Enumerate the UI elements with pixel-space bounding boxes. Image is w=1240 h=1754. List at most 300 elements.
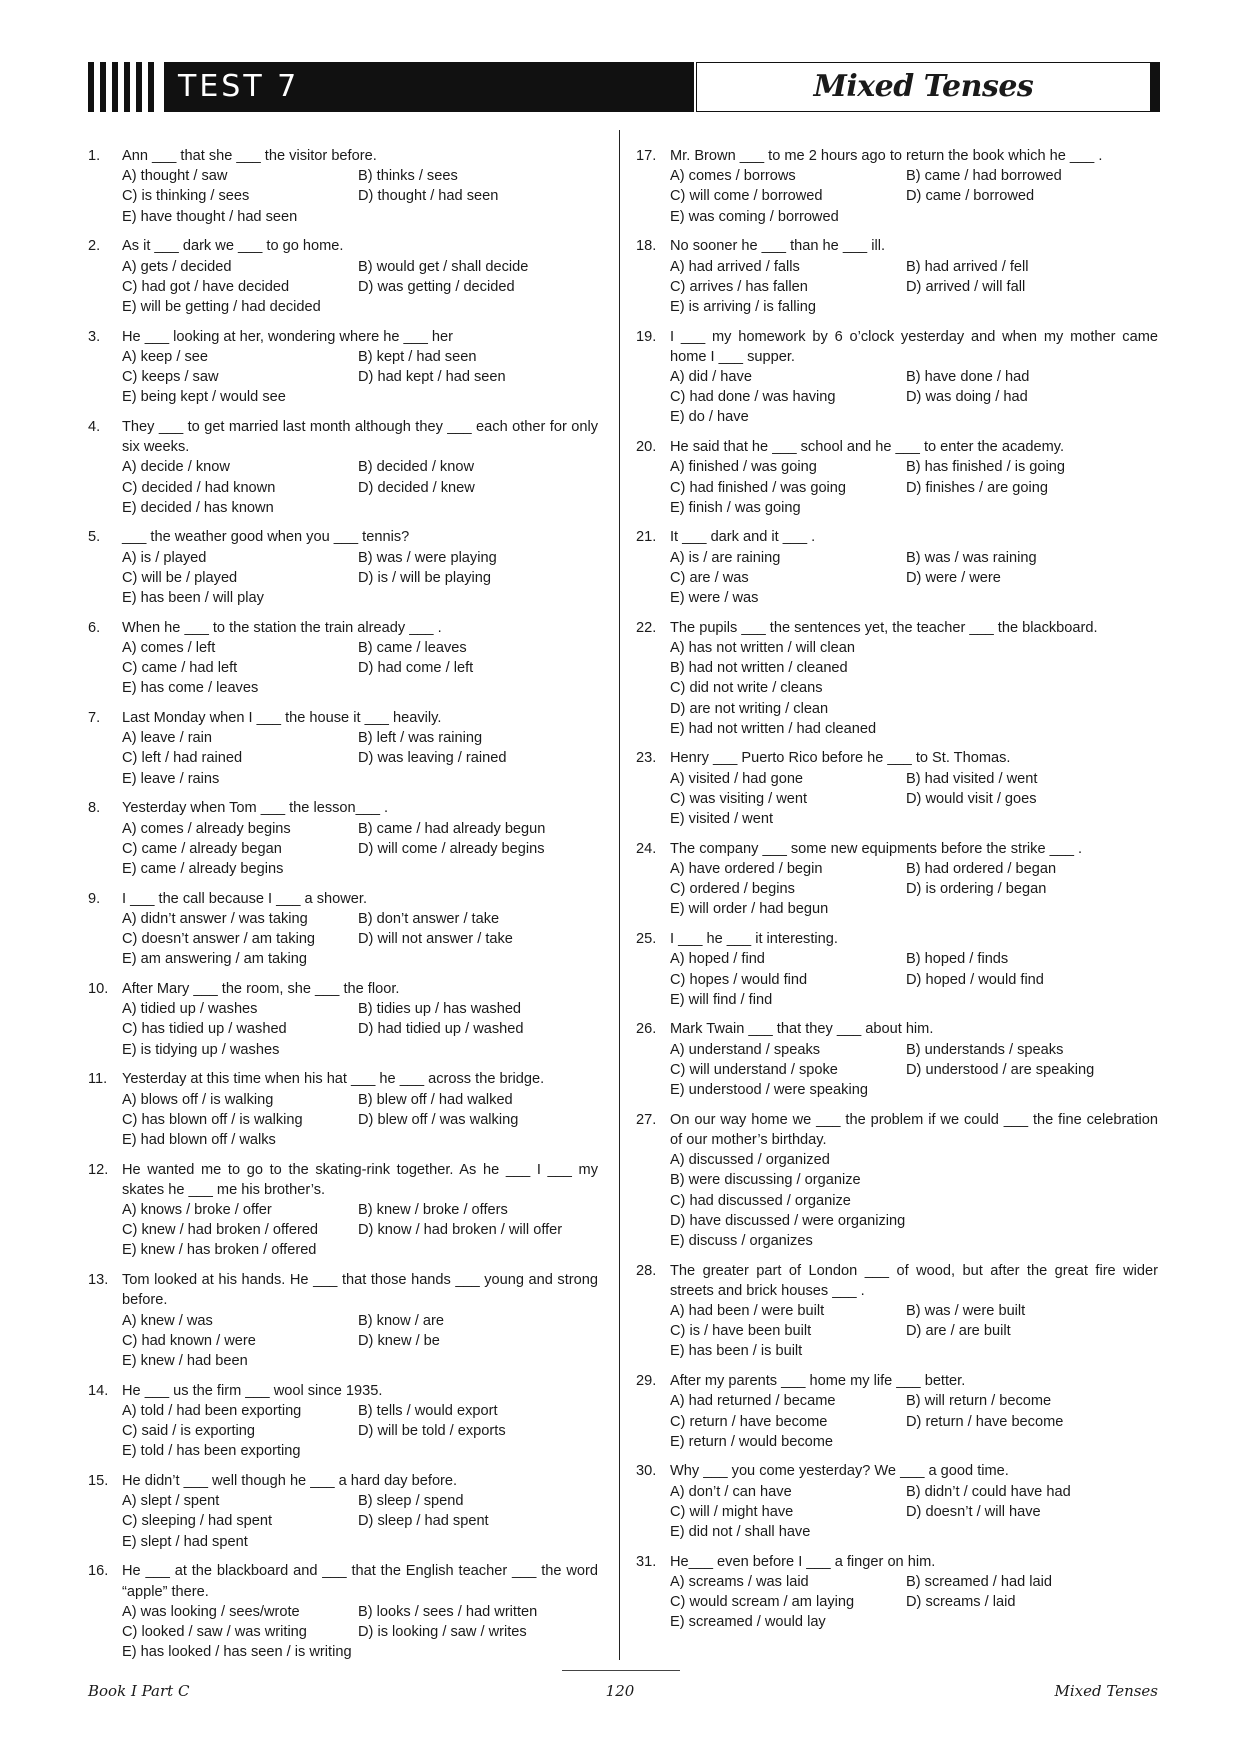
answer-option[interactable]: E) am answering / am taking (122, 951, 307, 968)
question-number: 2. (88, 238, 101, 255)
question-item (636, 1552, 1158, 1633)
question-item (636, 146, 1158, 227)
answer-option[interactable]: C) will come / borrowed (670, 188, 823, 205)
question-number: 11. (88, 1071, 108, 1088)
answer-option[interactable]: A) leave / rain (122, 730, 213, 747)
answer-options (670, 166, 1158, 227)
question-body (122, 236, 598, 317)
answer-option[interactable]: A) comes / already begins (122, 820, 291, 837)
answer-options (122, 1491, 598, 1552)
question-body (670, 437, 1158, 518)
answer-option[interactable]: C) are / was (670, 569, 749, 586)
answer-option[interactable]: E) will be getting / had decided (122, 298, 321, 315)
question-stem: ___ the weather good when you ___ tennis? (122, 529, 410, 546)
question-number: 21. (636, 529, 657, 546)
answer-option[interactable]: E) leave / rains (122, 770, 220, 787)
answer-option[interactable]: C) keeps / saw (122, 369, 219, 386)
answer-option[interactable]: B) were discussing / organize (670, 1172, 861, 1189)
question-item (88, 236, 598, 317)
question-body (122, 1270, 598, 1371)
question-number: 10. (88, 981, 109, 998)
answer-option[interactable]: A) discussed / organized (670, 1152, 830, 1169)
answer-option[interactable]: A) keep / see (122, 348, 208, 365)
answer-option[interactable]: D) sleep / had spent (358, 1513, 489, 1530)
answer-option[interactable]: C) knew / had broken / offered (122, 1222, 319, 1239)
answer-option[interactable]: A) screams / was laid (670, 1574, 809, 1590)
answer-option[interactable]: E) did not / shall have (670, 1524, 811, 1541)
question-stem: I ___ my homework by 6 o’clock yesterday and when my mother came home I ___ supper. (670, 328, 1158, 365)
question-stem: It ___ dark and it ___ . (670, 529, 816, 546)
question-stem: When he ___ to the station the train already ___ . (122, 619, 442, 636)
question-number: 17. (636, 148, 657, 164)
question-number: 24. (636, 840, 657, 857)
answer-options (670, 457, 1158, 518)
answer-option[interactable]: E) was coming / borrowed (670, 208, 839, 225)
answer-options (670, 769, 1158, 830)
answer-option[interactable]: C) will understand / spoke (670, 1061, 838, 1078)
answer-option[interactable]: A) had returned / became (670, 1393, 836, 1410)
answer-option[interactable]: D) have discussed / were organizing (670, 1212, 906, 1229)
answer-option[interactable]: B) would get / shall decide (358, 258, 529, 275)
answer-option[interactable]: B) blew off / had walked (358, 1091, 513, 1108)
decorative-bar (88, 62, 94, 112)
answer-option[interactable]: D) was leaving / rained (358, 750, 507, 767)
question-stem: No sooner he ___ than he ___ ill. (670, 238, 886, 255)
answer-option[interactable]: D) return / have become (906, 1413, 1064, 1430)
answer-option[interactable]: A) was looking / sees/wrote (122, 1603, 300, 1620)
question-item (636, 236, 1158, 317)
answer-option[interactable]: B) hoped / finds (906, 951, 1009, 968)
answer-option[interactable]: B) tells / would export (358, 1402, 498, 1419)
question-item (88, 1381, 598, 1462)
answer-option[interactable]: D) is looking / saw / writes (358, 1623, 527, 1640)
answer-option[interactable]: E) were / was (670, 590, 759, 607)
answer-options (670, 257, 1158, 318)
answer-option[interactable]: E) came / already begins (122, 861, 284, 877)
question-stem: He ___ looking at her, wondering where he ___ her (122, 328, 454, 345)
answer-option[interactable]: B) have done / had (906, 369, 1030, 386)
answer-option[interactable]: B) came / leaves (358, 639, 467, 656)
answer-options (670, 367, 1158, 428)
answer-option[interactable]: A) comes / left (122, 639, 216, 656)
answer-option[interactable]: D) hoped / would find (906, 971, 1044, 988)
answer-option[interactable]: E) knew / had been (122, 1352, 248, 1369)
answer-option[interactable]: E) has come / leaves (122, 680, 259, 697)
answer-option[interactable]: D) arrived / will fall (906, 278, 1026, 295)
question-body (122, 1561, 598, 1662)
question-stem: After Mary ___ the room, she ___ the floor. (122, 981, 400, 998)
answer-option[interactable]: A) slept / spent (122, 1493, 220, 1510)
answer-option[interactable]: B) understands / speaks (906, 1041, 1064, 1058)
answer-option[interactable]: D) will not answer / take (358, 931, 513, 948)
answer-option[interactable]: B) looks / sees / had written (358, 1603, 538, 1620)
answer-option[interactable]: D) were / were (906, 569, 1001, 586)
answer-option[interactable]: D) understood / are speaking (906, 1061, 1095, 1078)
question-body (122, 1471, 598, 1552)
answer-option[interactable]: E) will order / had begun (670, 901, 829, 918)
answer-option[interactable]: C) hopes / would find (670, 971, 808, 988)
question-number: 6. (88, 619, 101, 636)
answer-option[interactable]: B) kept / had seen (358, 348, 477, 365)
question-number: 3. (88, 328, 101, 345)
decorative-bar (136, 62, 142, 112)
question-item (636, 1261, 1158, 1362)
answer-option[interactable]: C) is thinking / sees (122, 188, 250, 205)
answer-option[interactable]: A) is / played (122, 549, 207, 566)
question-stem: The company ___ some new equipments before the strike ___ . (670, 840, 1083, 857)
answer-option[interactable]: C) would scream / am laying (670, 1594, 855, 1611)
answer-option[interactable]: B) had arrived / fell (906, 258, 1029, 275)
question-stem: They ___ to get married last month although they ___ each other for only six weeks. (122, 418, 598, 456)
question-stem: I ___ the call because I ___ a shower. (122, 890, 368, 907)
answer-options (122, 1090, 598, 1151)
question-number: 31. (636, 1553, 657, 1570)
answer-option[interactable]: D) would visit / goes (906, 790, 1037, 807)
answer-option[interactable]: C) looked / saw / was writing (122, 1623, 307, 1640)
answer-option[interactable]: D) will come / already begins (358, 840, 545, 857)
question-stem: Mark Twain ___ that they ___ about him. (670, 1021, 934, 1038)
answer-option[interactable]: C) had got / have decided (122, 278, 290, 295)
answer-option[interactable]: A) told / had been exporting (122, 1402, 302, 1419)
question-stem: Why ___ you come yesterday? We ___ a good time. (670, 1463, 1009, 1480)
question-item (88, 1270, 598, 1371)
answer-option[interactable]: E) visited / went (670, 811, 774, 828)
answer-option[interactable]: E) do / have (670, 409, 749, 426)
question-body (122, 1160, 598, 1261)
answer-option[interactable]: B) sleep / spend (358, 1493, 464, 1510)
question-item (636, 748, 1158, 829)
answer-option[interactable]: E) is arriving / is falling (670, 298, 816, 315)
test-label: TEST 7 (164, 62, 694, 112)
answer-option[interactable]: B) had ordered / began (906, 861, 1057, 877)
answer-option[interactable]: E) is tidying up / washes (122, 1041, 280, 1058)
question-body (670, 146, 1158, 227)
question-item (88, 979, 598, 1060)
answer-option[interactable]: C) said / is exporting (122, 1423, 256, 1440)
answer-option[interactable]: C) ordered / begins (670, 881, 795, 898)
question-item (88, 708, 598, 789)
answer-option[interactable]: C) has blown off / is walking (122, 1111, 303, 1128)
answer-option[interactable]: D) knew / be (358, 1332, 440, 1349)
answer-option[interactable]: D) thought / had seen (358, 188, 499, 205)
answer-option[interactable]: E) has been / will play (122, 590, 264, 607)
answer-options (670, 949, 1158, 1010)
question-body (670, 618, 1158, 739)
question-number: 5. (88, 529, 101, 546)
question-number: 9. (88, 890, 101, 907)
answer-option[interactable]: A) did / have (670, 369, 752, 386)
question-item (636, 1019, 1158, 1100)
answer-option[interactable]: E) has looked / has seen / is writing (122, 1644, 352, 1661)
question-item (636, 1110, 1158, 1251)
answer-option[interactable]: D) are / are built (906, 1323, 1011, 1340)
answer-option[interactable]: D) will be told / exports (358, 1423, 506, 1440)
answer-options (122, 347, 598, 408)
question-body (122, 798, 598, 879)
question-body (670, 327, 1158, 428)
answer-option[interactable]: A) had been / were built (670, 1303, 825, 1320)
question-item (88, 618, 598, 699)
answer-option[interactable]: A) visited / had gone (670, 770, 804, 787)
question-body (670, 839, 1158, 920)
answer-options (670, 1040, 1158, 1101)
answer-option[interactable]: A) knows / broke / offer (122, 1202, 272, 1219)
answer-option[interactable]: C) had done / was having (670, 389, 836, 406)
answer-option[interactable]: C) sleeping / had spent (122, 1513, 273, 1530)
answer-option[interactable]: A) tidied up / washes (122, 1001, 258, 1018)
answer-option[interactable]: C) decided / had known (122, 479, 276, 496)
answer-option[interactable]: C) will / might have (670, 1503, 794, 1520)
answer-option[interactable]: B) has finished / is going (906, 459, 1065, 476)
answer-options (122, 166, 598, 227)
answer-option[interactable]: D) decided / knew (358, 479, 475, 496)
answer-option[interactable]: E) had not written / had cleaned (670, 720, 877, 737)
answer-option[interactable]: B) tidies up / has washed (358, 1001, 522, 1018)
answer-option[interactable]: E) has been / is built (670, 1343, 803, 1360)
question-body (122, 327, 598, 408)
answer-option[interactable]: E) told / has been exporting (122, 1443, 301, 1460)
answer-option[interactable]: D) are not writing / clean (670, 700, 829, 717)
question-item (636, 618, 1158, 739)
answer-options (122, 999, 598, 1060)
question-item (88, 1471, 598, 1552)
answer-option[interactable]: C) has tidied up / washed (122, 1021, 287, 1038)
answer-option[interactable]: A) decide / know (122, 459, 230, 476)
question-stem: Last Monday when I ___ the house it ___ heavily. (122, 710, 442, 727)
answer-option[interactable]: E) discuss / organizes (670, 1232, 813, 1249)
question-body (670, 1461, 1158, 1542)
answer-option[interactable]: B) left / was raining (358, 730, 483, 747)
question-number: 20. (636, 439, 657, 456)
answer-option[interactable]: C) had discussed / organize (670, 1192, 851, 1209)
decorative-bar (100, 62, 106, 112)
question-number: 28. (636, 1262, 657, 1279)
answer-option[interactable]: C) return / have become (670, 1413, 828, 1430)
question-item (636, 1461, 1158, 1542)
answer-option[interactable]: B) knew / broke / offers (358, 1202, 508, 1219)
question-number: 18. (636, 238, 657, 255)
answer-option[interactable]: B) will return / become (906, 1393, 1052, 1410)
answer-options (670, 1150, 1158, 1251)
answer-option[interactable]: C) came / already began (122, 840, 282, 857)
column-divider (619, 130, 620, 1660)
answer-option[interactable]: A) is / are raining (670, 549, 781, 566)
question-body (670, 1261, 1158, 1362)
question-number: 12. (88, 1161, 109, 1178)
answer-option[interactable]: B) didn’t / could have had (906, 1483, 1071, 1500)
answer-option[interactable]: D) came / borrowed (906, 188, 1035, 205)
question-item (88, 1561, 598, 1662)
question-stem: He ___ us the firm ___ wool since 1935. (122, 1382, 383, 1399)
answer-option[interactable]: E) decided / has known (122, 499, 274, 516)
answer-options (670, 1572, 1158, 1633)
answer-option[interactable]: D) doesn’t / will have (906, 1503, 1041, 1520)
question-number: 30. (636, 1463, 657, 1480)
answer-option[interactable]: E) have thought / had seen (122, 208, 298, 225)
question-number: 15. (88, 1472, 109, 1489)
answer-option[interactable]: B) decided / know (358, 459, 475, 476)
question-number: 25. (636, 931, 657, 948)
answer-option[interactable]: A) thought / saw (122, 168, 228, 185)
answer-options (122, 819, 598, 880)
question-item (636, 929, 1158, 1010)
answer-option[interactable]: B) came / had borrowed (906, 168, 1062, 185)
question-body (670, 748, 1158, 829)
question-stem: The greater part of London ___ of wood, but after the great fire wider streets and brick houses ___ . (670, 1262, 1158, 1299)
question-body (670, 1371, 1158, 1452)
answer-option[interactable]: A) knew / was (122, 1312, 213, 1329)
question-number: 27. (636, 1111, 657, 1128)
topic-title: Mixed Tenses (696, 62, 1160, 112)
question-stem: I ___ he ___ it interesting. (670, 931, 838, 948)
answer-option[interactable]: B) was / were playing (358, 549, 497, 566)
question-stem: He wanted me to go to the skating-rink together. As he ___ I ___ my skates he ___ me his brother’s. (122, 1161, 598, 1198)
answer-option[interactable]: D) screams / laid (906, 1594, 1016, 1611)
answer-option[interactable]: A) gets / decided (122, 258, 232, 275)
answer-option[interactable]: C) had finished / was going (670, 479, 847, 496)
answer-option[interactable]: D) know / had broken / will offer (358, 1222, 563, 1239)
answer-option[interactable]: E) knew / has broken / offered (122, 1242, 317, 1259)
question-body (122, 618, 598, 699)
answer-option[interactable]: E) understood / were speaking (670, 1082, 868, 1099)
question-body (122, 889, 598, 970)
question-stem: Yesterday when Tom ___ the lesson___ . (122, 800, 389, 817)
answer-option[interactable]: B) came / had already begun (358, 820, 546, 837)
answer-option[interactable]: D) is / will be playing (358, 569, 492, 586)
question-item (88, 527, 598, 608)
answer-option[interactable]: A) hoped / find (670, 951, 765, 968)
answer-option[interactable]: D) had come / left (358, 660, 474, 677)
question-body (122, 146, 598, 227)
answer-option[interactable]: C) had known / were (122, 1332, 256, 1349)
question-body (122, 1069, 598, 1150)
answer-options (122, 638, 598, 699)
answer-option[interactable]: C) left / had rained (122, 750, 243, 767)
question-stem: On our way home we ___ the problem if we could ___ the fine celebration of our mother’s birthday. (670, 1111, 1158, 1148)
answer-option[interactable]: D) blew off / was walking (358, 1111, 519, 1128)
question-number: 1. (88, 148, 101, 164)
question-body (670, 1019, 1158, 1100)
answer-option[interactable]: E) had blown off / walks (122, 1131, 276, 1148)
question-stem: The pupils ___ the sentences yet, the teacher ___ the blackboard. (670, 619, 1098, 636)
question-number: 19. (636, 328, 657, 345)
question-stem: He didn’t ___ well though he ___ a hard day before. (122, 1472, 458, 1489)
answer-option[interactable]: A) had arrived / falls (670, 258, 800, 275)
answer-option[interactable]: C) will be / played (122, 569, 238, 586)
answer-option[interactable]: D) is ordering / began (906, 881, 1047, 898)
answer-option[interactable]: E) being kept / would see (122, 389, 286, 406)
answer-option[interactable]: B) screamed / had laid (906, 1574, 1053, 1590)
question-number: 23. (636, 750, 657, 767)
answer-option[interactable]: D) finishes / are going (906, 479, 1048, 496)
question-item (636, 527, 1158, 608)
answer-option[interactable]: E) screamed / would lay (670, 1614, 826, 1631)
answer-option[interactable]: C) arrives / has fallen (670, 278, 808, 295)
answer-option[interactable]: A) blows off / is walking (122, 1091, 274, 1108)
answer-option[interactable]: D) was doing / had (906, 389, 1028, 406)
question-stem: He___ even before I ___ a finger on him. (670, 1553, 936, 1570)
right-column (636, 146, 1158, 1642)
answer-option[interactable]: D) had kept / had seen (358, 369, 506, 386)
question-stem: Henry ___ Puerto Rico before he ___ to St. Thomas. (670, 750, 1011, 767)
answer-option[interactable]: E) return / would become (670, 1433, 834, 1450)
question-number: 16. (88, 1563, 109, 1580)
question-stem: Mr. Brown ___ to me 2 hours ago to return the book which he ___ . (670, 148, 1103, 164)
question-stem: He ___ at the blackboard and ___ that the English teacher ___ the word “apple” there. (122, 1563, 598, 1600)
answer-option[interactable]: C) came / had left (122, 660, 238, 677)
question-body (670, 236, 1158, 317)
answer-option[interactable]: D) had tidied up / washed (358, 1021, 524, 1038)
question-number: 7. (88, 710, 101, 727)
answer-option[interactable]: D) was getting / decided (358, 278, 515, 295)
answer-option[interactable]: A) don’t / can have (670, 1483, 792, 1500)
question-stem: As it ___ dark we ___ to go home. (122, 238, 344, 255)
question-stem: After my parents ___ home my life ___ better. (670, 1373, 966, 1390)
question-body (122, 417, 598, 518)
question-number: 29. (636, 1373, 657, 1390)
decorative-bar (148, 62, 154, 112)
question-item (88, 327, 598, 408)
answer-option[interactable]: A) comes / borrows (670, 168, 796, 185)
question-body (122, 1381, 598, 1462)
answer-option[interactable]: C) was visiting / went (670, 790, 808, 807)
answer-option[interactable]: B) had visited / went (906, 770, 1038, 787)
answer-option[interactable]: B) thinks / sees (358, 168, 458, 185)
answer-option[interactable]: C) is / have been built (670, 1323, 812, 1340)
decorative-bar (112, 62, 118, 112)
answer-option[interactable]: C) did not write / cleans (670, 680, 823, 697)
question-number: 14. (88, 1382, 109, 1399)
question-stem: He said that he ___ school and he ___ to enter the academy. (670, 439, 1065, 456)
question-body (122, 708, 598, 789)
left-column (88, 146, 598, 1672)
answer-options (670, 859, 1158, 920)
answer-option[interactable]: A) has not written / will clean (670, 639, 855, 656)
answer-options (122, 548, 598, 609)
answer-option[interactable]: E) finish / was going (670, 499, 801, 516)
question-number: 22. (636, 619, 657, 636)
answer-options (670, 638, 1158, 739)
question-item (88, 889, 598, 970)
question-item (636, 1371, 1158, 1452)
question-item (636, 437, 1158, 518)
answer-option[interactable]: B) was / were built (906, 1303, 1026, 1320)
answer-options (670, 1391, 1158, 1452)
question-item (636, 327, 1158, 428)
answer-option[interactable]: B) was / was raining (906, 549, 1037, 566)
question-item (88, 798, 598, 879)
answer-option[interactable]: A) understand / speaks (670, 1041, 821, 1058)
answer-option[interactable]: E) will find / find (670, 991, 773, 1008)
question-number: 8. (88, 800, 101, 817)
answer-option[interactable]: A) finished / was going (670, 459, 817, 476)
answer-option[interactable]: B) know / are (358, 1312, 444, 1329)
answer-option[interactable]: A) didn’t answer / was taking (122, 910, 308, 927)
question-stem: Yesterday at this time when his hat ___ he ___ across the bridge. (122, 1071, 545, 1088)
decorative-bar (124, 62, 130, 112)
answer-option[interactable]: E) slept / had spent (122, 1533, 248, 1550)
question-item (636, 839, 1158, 920)
answer-option[interactable]: C) doesn’t answer / am taking (122, 931, 316, 948)
question-number: 26. (636, 1021, 657, 1038)
question-number: 13. (88, 1272, 109, 1289)
answer-option[interactable]: B) don’t answer / take (358, 910, 500, 927)
answer-option[interactable]: B) had not written / cleaned (670, 660, 848, 677)
answer-options (670, 548, 1158, 609)
question-item (88, 417, 598, 518)
answer-options (122, 257, 598, 318)
answer-option[interactable]: A) have ordered / begin (670, 861, 823, 877)
